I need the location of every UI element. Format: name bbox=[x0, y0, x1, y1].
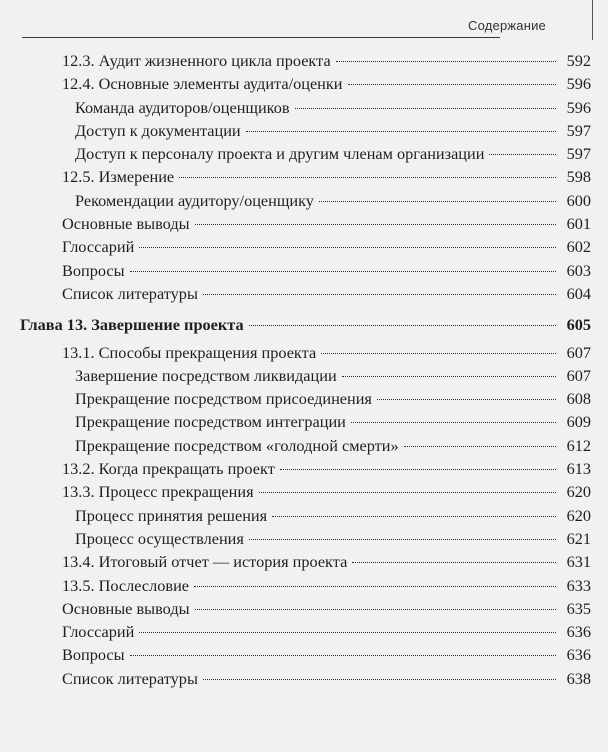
toc-entry-title: Завершение посредством ликвидации bbox=[75, 365, 337, 385]
dot-leader bbox=[179, 177, 556, 178]
toc-entry-title: Основные выводы bbox=[62, 214, 190, 234]
toc-page-number: 608 bbox=[566, 389, 591, 409]
dot-leader bbox=[195, 224, 556, 225]
toc-entry[interactable] bbox=[20, 574, 591, 597]
toc-entry[interactable] bbox=[20, 620, 591, 643]
dot-leader bbox=[246, 131, 556, 132]
dot-leader bbox=[203, 294, 556, 295]
toc-page-number: 605 bbox=[566, 315, 591, 335]
dot-leader bbox=[139, 632, 556, 633]
toc-page-number: 620 bbox=[566, 505, 591, 525]
toc-page-number: 603 bbox=[566, 260, 591, 280]
toc-page-number: 638 bbox=[566, 668, 591, 688]
dot-leader bbox=[319, 201, 556, 202]
dot-leader bbox=[295, 108, 556, 109]
toc-page-number: 592 bbox=[566, 51, 591, 70]
dot-leader bbox=[249, 325, 556, 326]
toc-page-number: 636 bbox=[566, 645, 591, 665]
toc-entry[interactable] bbox=[20, 480, 591, 503]
toc-entry[interactable] bbox=[20, 96, 591, 119]
dot-leader bbox=[280, 469, 556, 470]
toc-entry-title: 12.3. Аудит жизненного цикла проекта bbox=[62, 51, 331, 70]
dot-leader bbox=[130, 271, 556, 272]
toc-page-number: 607 bbox=[566, 342, 591, 362]
toc-entry[interactable] bbox=[20, 597, 591, 620]
toc-entry-title: 13.1. Способы прекращения проекта bbox=[62, 342, 317, 362]
running-header-title: Содержание bbox=[468, 18, 546, 33]
dot-leader bbox=[377, 399, 556, 400]
toc-page-number: 635 bbox=[566, 598, 591, 618]
toc-entry[interactable] bbox=[20, 49, 591, 72]
toc-entry-title: Список литературы bbox=[62, 283, 198, 303]
toc-entry[interactable] bbox=[20, 527, 591, 550]
toc-page-number: 596 bbox=[566, 74, 591, 94]
dot-leader bbox=[336, 61, 556, 62]
toc-entry[interactable] bbox=[20, 259, 591, 282]
toc-page-number: 607 bbox=[566, 365, 591, 385]
toc-entry[interactable] bbox=[20, 457, 591, 480]
toc-entry-title: 12.4. Основные элементы аудита/оценки bbox=[62, 74, 343, 94]
toc-entry-title: Вопросы bbox=[62, 260, 125, 280]
page-corner-edge bbox=[592, 0, 608, 40]
dot-leader bbox=[130, 655, 556, 656]
dot-leader bbox=[249, 539, 556, 540]
toc-page-number: 633 bbox=[566, 575, 591, 595]
toc-page-number: 601 bbox=[566, 214, 591, 234]
toc-page-number: 609 bbox=[566, 412, 591, 432]
dot-leader bbox=[404, 446, 556, 447]
toc-entry[interactable] bbox=[20, 667, 591, 690]
toc-entry[interactable] bbox=[20, 235, 591, 258]
toc-entry-title: 13.5. Послесловие bbox=[62, 575, 190, 595]
toc-entry-title: Доступ к персоналу проекта и другим членам организации bbox=[75, 144, 485, 164]
toc-page-number: 613 bbox=[566, 459, 591, 479]
table-of-contents bbox=[20, 49, 591, 690]
toc-entry-title: 13.2. Когда прекращать проект bbox=[62, 459, 275, 479]
toc-entry[interactable] bbox=[20, 387, 591, 410]
dot-leader bbox=[351, 422, 556, 423]
toc-page-number: 620 bbox=[566, 482, 591, 502]
toc-chapter-entry[interactable] bbox=[20, 313, 591, 336]
toc-entry-title: 13.3. Процесс прекращения bbox=[62, 482, 254, 502]
toc-entry-title: Прекращение посредством интеграции bbox=[75, 412, 346, 432]
dot-leader bbox=[352, 562, 556, 563]
toc-entry-title: Команда аудиторов/оценщиков bbox=[75, 97, 290, 117]
toc-entry-title: Список литературы bbox=[62, 668, 198, 688]
toc-entry[interactable] bbox=[20, 341, 591, 364]
toc-entry[interactable] bbox=[20, 550, 591, 573]
toc-page-number: 600 bbox=[566, 190, 591, 210]
dot-leader bbox=[259, 492, 556, 493]
toc-entry[interactable] bbox=[20, 142, 591, 165]
toc-page-number: 636 bbox=[566, 622, 591, 642]
dot-leader bbox=[139, 247, 556, 248]
toc-page-number: 596 bbox=[566, 97, 591, 117]
dot-leader bbox=[348, 84, 556, 85]
toc-entry-title: Процесс осуществления bbox=[75, 528, 244, 548]
dot-leader bbox=[321, 353, 556, 354]
toc-page-number: 602 bbox=[566, 237, 591, 257]
toc-entry-title: Глава 13. Завершение проекта bbox=[20, 315, 244, 335]
toc-entry[interactable] bbox=[20, 504, 591, 527]
toc-page-number: 631 bbox=[566, 552, 591, 572]
toc-entry-title: Доступ к документации bbox=[75, 120, 241, 140]
toc-page-number: 612 bbox=[566, 435, 591, 455]
toc-entry-title: Рекомендации аудитору/оценщику bbox=[75, 190, 314, 210]
dot-leader bbox=[194, 586, 556, 587]
toc-entry-title: Прекращение посредством «голодной смерти» bbox=[75, 435, 399, 455]
toc-entry[interactable] bbox=[20, 72, 591, 95]
dot-leader bbox=[203, 679, 556, 680]
toc-page-number: 621 bbox=[566, 528, 591, 548]
toc-entry-title: 12.5. Измерение bbox=[62, 167, 175, 187]
toc-entry[interactable] bbox=[20, 364, 591, 387]
toc-entry[interactable] bbox=[20, 165, 591, 188]
toc-entry[interactable] bbox=[20, 189, 591, 212]
toc-entry[interactable] bbox=[20, 643, 591, 666]
toc-entry[interactable] bbox=[20, 410, 591, 433]
toc-entry-title: Глоссарий bbox=[62, 622, 135, 642]
toc-page-number: 597 bbox=[566, 120, 591, 140]
dot-leader bbox=[489, 154, 556, 155]
toc-entry[interactable] bbox=[20, 434, 591, 457]
toc-entry-title: 13.4. Итоговый отчет — история проекта bbox=[62, 552, 348, 572]
dot-leader bbox=[195, 609, 556, 610]
header-rule bbox=[22, 37, 500, 38]
toc-entry-title: Процесс принятия решения bbox=[75, 505, 268, 525]
toc-entry-title: Прекращение посредством присоединения bbox=[75, 389, 372, 409]
toc-entry[interactable] bbox=[20, 282, 591, 305]
toc-page-number: 597 bbox=[566, 144, 591, 164]
toc-entry[interactable] bbox=[20, 119, 591, 142]
toc-page-number: 604 bbox=[566, 283, 591, 303]
toc-entry-title: Глоссарий bbox=[62, 237, 135, 257]
toc-entry-title: Основные выводы bbox=[62, 598, 190, 618]
dot-leader bbox=[272, 516, 556, 517]
toc-entry[interactable] bbox=[20, 212, 591, 235]
toc-entry-title: Вопросы bbox=[62, 645, 125, 665]
dot-leader bbox=[342, 376, 556, 377]
toc-page-number: 598 bbox=[566, 167, 591, 187]
